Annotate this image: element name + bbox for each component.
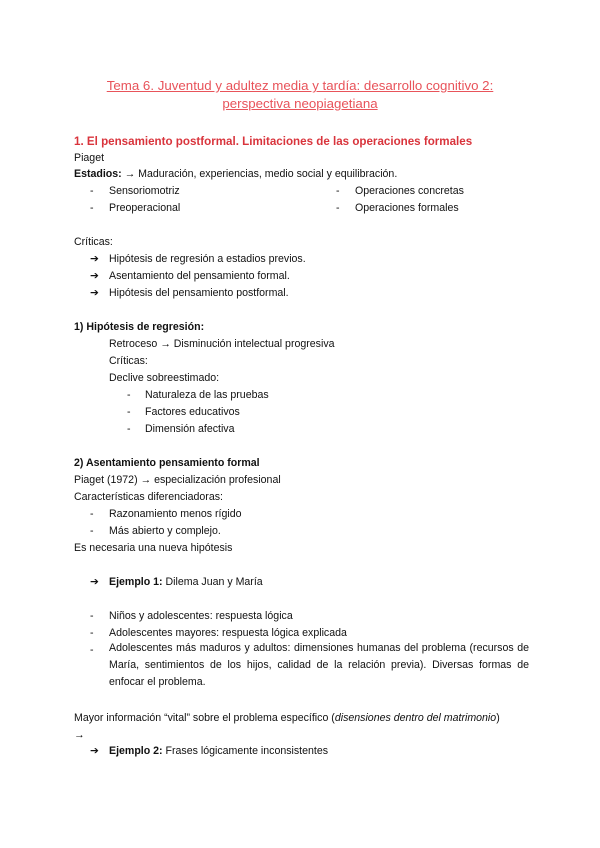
regresion-item: Naturaleza de las pruebas bbox=[145, 389, 269, 401]
dash-bullet: - bbox=[90, 610, 94, 622]
stages-label: Estadios: bbox=[74, 168, 122, 180]
arrow-bullet-icon: ➔ bbox=[90, 270, 99, 282]
section-1-heading: 1. El pensamiento postformal. Limitaciones de las operaciones formales bbox=[74, 135, 473, 148]
respuesta-item: Adolescentes más maduros y adultos: dimensiones humanas del problema (recursos de María, sentimientos de los hijos, calidad de la relación previa). Diversas formas de enfocar el problema. bbox=[109, 642, 529, 688]
document-title-line-1: Tema 6. Juventud y adultez media y tardía: desarrollo cognitivo 2: bbox=[106, 78, 494, 93]
critica-item: Hipótesis del pensamiento postformal. bbox=[109, 287, 289, 299]
dash-bullet: - bbox=[336, 185, 340, 197]
arrow-bullet-icon: ➔ bbox=[90, 576, 99, 588]
regresion-line-1: Retroceso → Disminución intelectual progresiva bbox=[109, 338, 335, 350]
criticas-label: Críticas: bbox=[74, 236, 113, 248]
respuesta-item: Niños y adolescentes: respuesta lógica bbox=[109, 610, 293, 622]
mayor-info-italic: disensiones dentro del matrimonio bbox=[334, 712, 497, 724]
stage-item: Preoperacional bbox=[109, 202, 181, 214]
stage-item: Sensoriomotriz bbox=[109, 185, 180, 197]
dash-bullet: - bbox=[90, 644, 94, 656]
regresion-item: Dimensión afectiva bbox=[145, 423, 235, 435]
mayor-informacion-line bbox=[74, 712, 500, 725]
mayor-info-arrow: → bbox=[74, 729, 85, 741]
dash-bullet: - bbox=[127, 406, 131, 418]
critica-item: Hipótesis de regresión a estadios previos. bbox=[109, 253, 306, 265]
dash-bullet: - bbox=[127, 389, 131, 401]
ejemplo-2 bbox=[109, 745, 328, 758]
critica-item: Asentamiento del pensamiento formal. bbox=[109, 270, 290, 282]
arrow-bullet-icon: ➔ bbox=[90, 745, 99, 757]
stage-item: Operaciones concretas bbox=[355, 185, 464, 197]
ejemplo-1-text: Dilema Juan y María bbox=[162, 576, 263, 588]
mayor-info-pre: Mayor información “vital” sobre el problema específico ( bbox=[74, 712, 335, 724]
ejemplo-2-text: Frases lógicamente inconsistentes bbox=[162, 745, 329, 757]
regresion-item: Factores educativos bbox=[145, 406, 240, 418]
asentamiento-heading: 2) Asentamiento pensamiento formal bbox=[74, 457, 260, 469]
arrow-bullet-icon: ➔ bbox=[90, 253, 99, 265]
stages-text: → Maduración, experiencias, medio social y equilibración. bbox=[124, 168, 398, 180]
dash-bullet: - bbox=[90, 508, 94, 520]
dash-bullet: - bbox=[90, 627, 94, 639]
stage-item: Operaciones formales bbox=[355, 202, 459, 214]
mayor-info-post: ) bbox=[496, 712, 500, 724]
asentamiento-line-2: Características diferenciadoras: bbox=[74, 491, 223, 503]
document-title-line-2: perspectiva neopiagetiana bbox=[222, 96, 378, 111]
asentamiento-line-3: Es necesaria una nueva hipótesis bbox=[74, 542, 233, 554]
asentamiento-item: Razonamiento menos rígido bbox=[109, 508, 242, 520]
asentamiento-line-1: Piaget (1972) → especialización profesional bbox=[74, 474, 281, 486]
dash-bullet: - bbox=[90, 525, 94, 537]
dash-bullet: - bbox=[127, 423, 131, 435]
dash-bullet: - bbox=[336, 202, 340, 214]
stages-line bbox=[74, 168, 397, 181]
regresion-heading: 1) Hipótesis de regresión: bbox=[74, 321, 205, 333]
asentamiento-item: Más abierto y complejo. bbox=[109, 525, 221, 537]
dash-bullet: - bbox=[90, 202, 94, 214]
regresion-line-2: Críticas: bbox=[109, 355, 148, 367]
respuesta-item: Adolescentes mayores: respuesta lógica explicada bbox=[109, 627, 347, 639]
ejemplo-2-label: Ejemplo 2: bbox=[109, 745, 163, 757]
dash-bullet: - bbox=[90, 185, 94, 197]
author-piaget: Piaget bbox=[74, 152, 105, 164]
ejemplo-1 bbox=[109, 576, 263, 589]
regresion-line-3: Declive sobreestimado: bbox=[109, 372, 220, 384]
arrow-bullet-icon: ➔ bbox=[90, 287, 99, 299]
ejemplo-1-label: Ejemplo 1: bbox=[109, 576, 163, 588]
